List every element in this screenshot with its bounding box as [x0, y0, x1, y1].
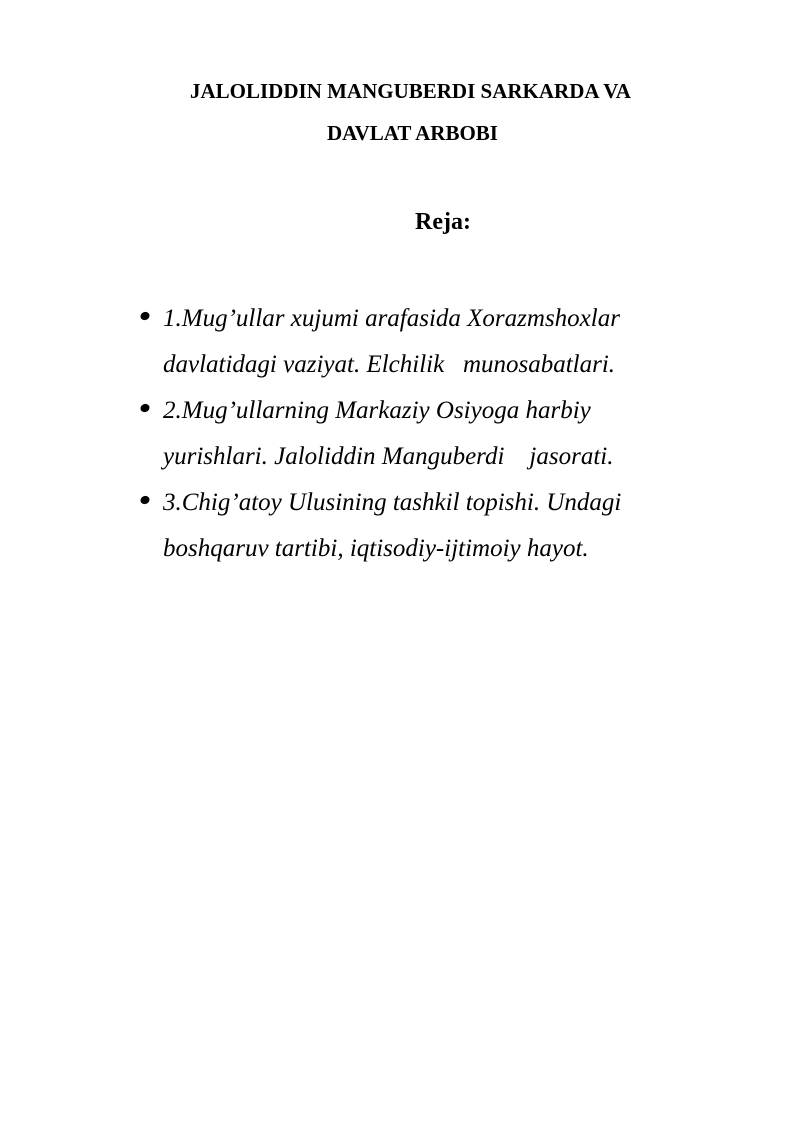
plan-item-line: boshqaruv tartibi, iqtisodiy-ijtimoiy hayot.	[163, 535, 589, 562]
plan-list-item	[138, 480, 698, 572]
plan-item-line: 3.Chig’atoy Ulusining tashkil topishi. Undagi	[163, 489, 622, 516]
plan-item-line: 2.Mug’ullarning Markaziy Osiyoga harbiy	[163, 397, 591, 424]
bullet-dot-icon	[139, 311, 150, 322]
plan-item-line: davlatidagi vaziyat. Elchilik munosabatlari.	[163, 351, 616, 378]
plan-list	[138, 296, 698, 572]
plan-list-item	[138, 296, 698, 388]
bullet-dot-icon	[139, 403, 150, 414]
document-title-line-1: JALOLIDDIN MANGUBERDI SARKARDA VA	[190, 79, 631, 103]
plan-item-line: yurishlari. Jaloliddin Manguberdi jasorati.	[163, 443, 614, 470]
plan-heading: Reja:	[415, 209, 471, 235]
bullet-dot-icon	[139, 495, 150, 506]
plan-list-item	[138, 388, 698, 480]
plan-item-line: 1.Mug’ullar xujumi arafasida Xorazmshoxlar	[163, 305, 620, 332]
document-title-line-2: DAVLAT ARBOBI	[327, 121, 498, 145]
